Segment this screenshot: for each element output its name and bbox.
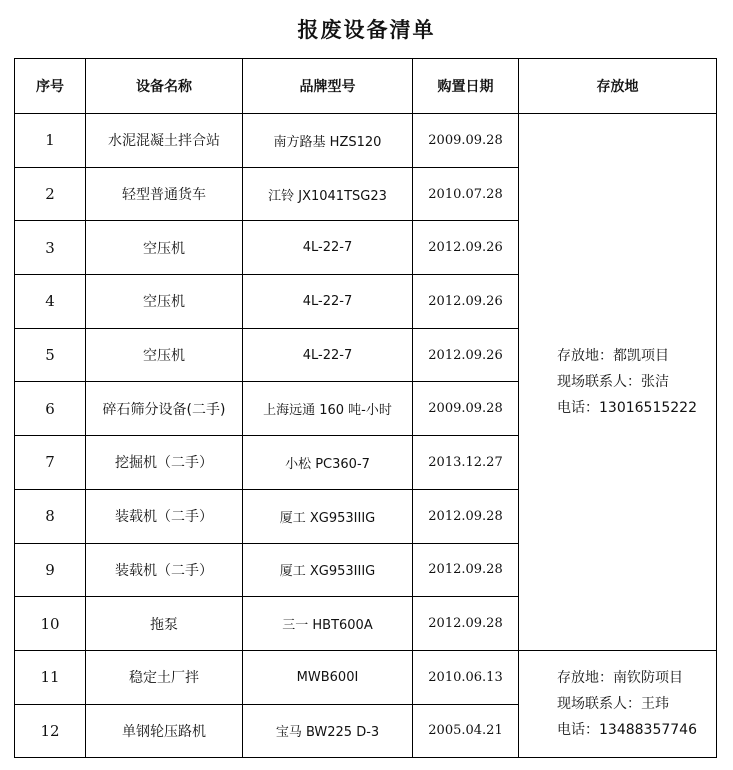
row-model: 江铃 JX1041TSG23 <box>243 167 413 221</box>
row-date: 2012.09.26 <box>413 275 519 329</box>
row-index: 1 <box>15 114 86 168</box>
header-model: 品牌型号 <box>243 59 413 114</box>
location-site: 存放地：都凯项目 <box>557 347 669 364</box>
row-name: 碎石筛分设备(二手) <box>86 382 243 436</box>
location-cell-2 <box>519 650 717 757</box>
header-index: 序号 <box>15 59 86 114</box>
row-model: 上海远通 160 吨-小时 <box>243 382 413 436</box>
row-name: 装载机（二手） <box>86 543 243 597</box>
table-row <box>15 650 717 704</box>
row-name: 水泥混凝土拌合站 <box>86 114 243 168</box>
row-model: 4L-22-7 <box>243 275 413 329</box>
row-name: 轻型普通货车 <box>86 167 243 221</box>
table-header-row <box>15 59 717 114</box>
row-model: 厦工 XG953IIIG <box>243 543 413 597</box>
header-date: 购置日期 <box>413 59 519 114</box>
row-model: 4L-22-7 <box>243 328 413 382</box>
row-date: 2012.09.28 <box>413 489 519 543</box>
row-model: 厦工 XG953IIIG <box>243 489 413 543</box>
row-model: 4L-22-7 <box>243 221 413 275</box>
row-index: 9 <box>15 543 86 597</box>
row-model: 宝马 BW225 D-3 <box>243 704 413 758</box>
row-date: 2005.04.21 <box>413 704 519 758</box>
row-name: 单钢轮压路机 <box>86 704 243 758</box>
row-date: 2010.06.13 <box>413 650 519 704</box>
row-date: 2012.09.26 <box>413 221 519 275</box>
row-model: MWB600I <box>243 650 413 704</box>
row-index: 2 <box>15 167 86 221</box>
row-name: 装载机（二手） <box>86 489 243 543</box>
row-date: 2009.09.28 <box>413 382 519 436</box>
row-name: 拖泵 <box>86 597 243 651</box>
row-date: 2012.09.28 <box>413 543 519 597</box>
row-date: 2010.07.28 <box>413 167 519 221</box>
location-phone: 电话：13016515222 <box>557 399 697 416</box>
header-location: 存放地 <box>519 59 717 114</box>
row-name: 稳定土厂拌 <box>86 650 243 704</box>
table-row <box>15 114 717 168</box>
row-index: 10 <box>15 597 86 651</box>
location-site: 存放地：南钦防项目 <box>557 670 683 687</box>
row-index: 4 <box>15 275 86 329</box>
location-cell-1 <box>519 114 717 651</box>
location-contact: 现场联系人：王玮 <box>557 696 669 713</box>
row-model: 南方路基 HZS120 <box>243 114 413 168</box>
location-contact: 现场联系人：张洁 <box>557 373 669 390</box>
row-model: 小松 PC360-7 <box>243 436 413 490</box>
row-index: 6 <box>15 382 86 436</box>
row-name: 挖掘机（二手） <box>86 436 243 490</box>
row-date: 2013.12.27 <box>413 436 519 490</box>
row-name: 空压机 <box>86 328 243 382</box>
row-index: 12 <box>15 704 86 758</box>
row-index: 8 <box>15 489 86 543</box>
row-model: 三一 HBT600A <box>243 597 413 651</box>
location-phone: 电话：13488357746 <box>557 722 697 739</box>
row-index: 7 <box>15 436 86 490</box>
equipment-table <box>14 58 717 758</box>
row-index: 3 <box>15 221 86 275</box>
row-name: 空压机 <box>86 275 243 329</box>
row-index: 5 <box>15 328 86 382</box>
row-date: 2012.09.26 <box>413 328 519 382</box>
row-date: 2009.09.28 <box>413 114 519 168</box>
row-name: 空压机 <box>86 221 243 275</box>
header-name: 设备名称 <box>86 59 243 114</box>
row-date: 2012.09.28 <box>413 597 519 651</box>
page-title: 报废设备清单 <box>297 18 436 42</box>
row-index: 11 <box>15 650 86 704</box>
